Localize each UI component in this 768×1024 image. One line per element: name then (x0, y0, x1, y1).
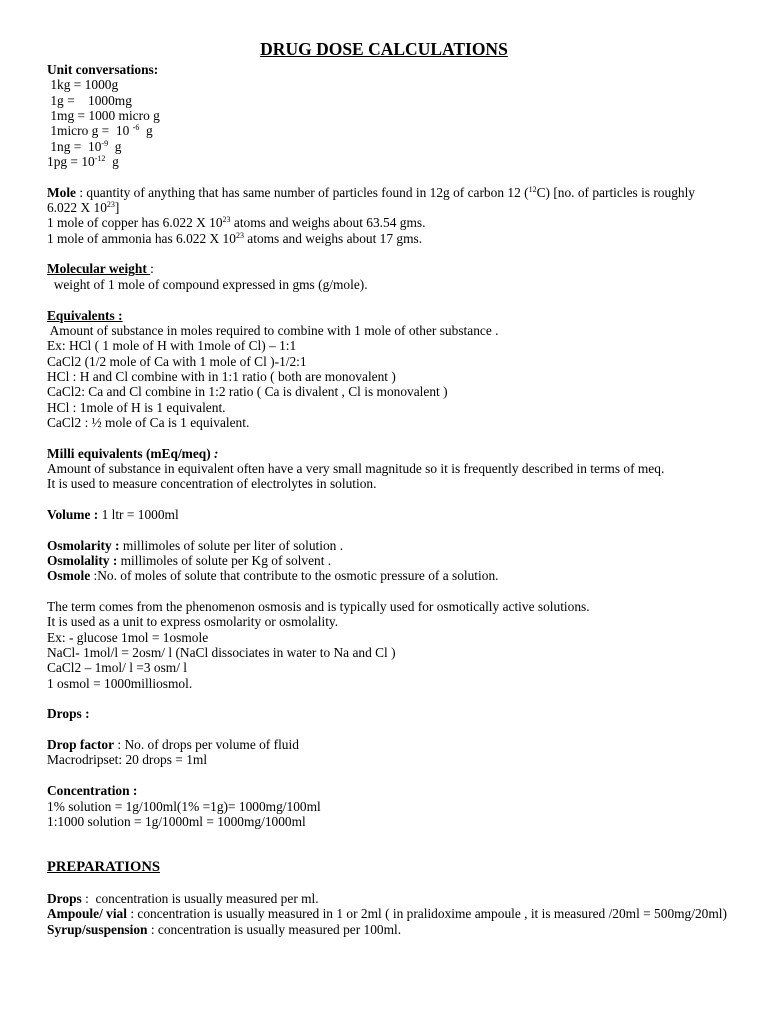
document-body (47, 0, 727, 937)
equivalents-line: CaCl2 : ½ mole of Ca is 1 equivalent. (47, 414, 250, 430)
equivalents-line: Ex: HCl ( 1 mole of H with 1mole of Cl) – 1:1 (47, 338, 297, 354)
concentration-line: 1% solution = 1g/100ml(1% =1g)= 1000mg/100ml (47, 798, 321, 814)
preparation-item: Drops : concentration is usually measured per ml. (47, 890, 319, 906)
concentration-section (47, 783, 727, 829)
unit-line: 1mg = 1000 micro g (47, 108, 160, 124)
drop-factor-line: Drop factor : No. of drops per volume of fluid (47, 737, 299, 753)
milli-equivalents-line: It is used to measure concentration of electrolytes in solution. (47, 476, 377, 492)
preparations-heading: PREPARATIONS (47, 858, 160, 875)
osmole-note: NaCl- 1mol/l = 2osm/ l (NaCl dissociates in water to Na and Cl ) (47, 645, 396, 661)
drop-factor-section (47, 737, 727, 768)
molecular-weight-definition: weight of 1 mole of compound expressed in gms (g/mole). (47, 276, 368, 292)
osmole-note: The term comes from the phenomenon osmosis and is typically used for osmotically active solutions. (47, 599, 590, 615)
equivalents-line: CaCl2: Ca and Cl combine in 1:2 ratio ( Ca is divalent , Cl is monovalent ) (47, 384, 448, 400)
molecular-weight-section (47, 261, 727, 292)
milli-equivalents-line: Amount of substance in equivalent often have a very small magnitude so it is frequently described in terms of meq. (47, 460, 665, 476)
equivalents-line: Amount of substance in moles required to combine with 1 mole of other substance . (47, 322, 499, 338)
equivalents-line: HCl : H and Cl combine with in 1:1 ratio ( both are monovalent ) (47, 368, 396, 384)
equivalents-line: HCl : 1mole of H is 1 equivalent. (47, 399, 226, 415)
molecular-weight-heading: Molecular weight : (47, 261, 154, 277)
osmolality-line: Osmolality : millimoles of solute per Kg of solvent . (47, 553, 332, 568)
osmole-note: CaCl2 – 1mol/ l =3 osm/ l (47, 660, 187, 676)
unit-conversions-section (47, 62, 727, 169)
equivalents-heading: Equivalents : (47, 307, 123, 323)
osmo-section (47, 538, 727, 584)
milli-equivalents-heading: Milli equivalents (mEq/meq) : (47, 445, 219, 461)
osmole-note: Ex: - glucose 1mol = 1osmole (47, 629, 209, 645)
drops-heading: Drops : (47, 706, 90, 722)
equivalents-section (47, 308, 727, 431)
mole-definition: Mole : quantity of anything that has same number of particles found in 12g of carbon 12 ($^{12}$C) [no. of particles is roughly 6.022 X $10^{23}$] (47, 184, 696, 216)
volume-line: Volume : 1 ltr = 1000ml (47, 506, 179, 522)
osmole-note: It is used as a unit to express osmolarity or osmolality. (47, 614, 339, 630)
concentration-line: 1:1000 solution = 1g/1000ml = 1000mg/1000ml (47, 813, 306, 829)
osmole-notes (47, 599, 727, 691)
unit-conversions-heading: Unit conversations: (47, 62, 159, 77)
milli-equivalents-section (47, 446, 727, 492)
mole-example-ammonia: 1 mole of ammonia has 6.022 X $10^{23}$ atoms and weighs about 17 gms. (47, 230, 423, 246)
mole-section (47, 185, 727, 246)
mole-example-copper: 1 mole of copper has 6.022 X $10^{23}$ atoms and weighs about 63.54 gms. (47, 215, 426, 231)
concentration-heading: Concentration : (47, 783, 138, 799)
unit-line: $1ng = 10^{-9}$ g (47, 138, 122, 154)
preparation-item: Ampoule/ vial : concentration is usually measured in 1 or 2ml ( in pralidoxime ampoule , it is measured /20ml = 500mg/20ml) (47, 906, 727, 922)
osmole-note: 1 osmol = 1000milliosmol. (47, 675, 193, 691)
unit-line: 1g = 1000mg (47, 92, 132, 108)
preparation-item: Syrup/suspension : concentration is usually measured per 100ml. (47, 921, 402, 937)
page-title: DRUG DOSE CALCULATIONS (260, 39, 508, 59)
equivalents-line: CaCl2 (1/2 mole of Ca with 1 mole of Cl )-1/2:1 (47, 353, 307, 369)
osmolarity-line: Osmolarity : millimoles of solute per liter of solution . (47, 537, 344, 553)
osmole-line: Osmole :No. of moles of solute that contribute to the osmotic pressure of a solution. (47, 568, 499, 584)
unit-line: $1pg = 10^{-12}$ g (47, 154, 119, 170)
unit-line: 1kg = 1000g (47, 77, 119, 93)
unit-line: 1micro g = 10 $^{-6}$ g (47, 123, 153, 139)
preparations-section (47, 860, 727, 937)
macrodripset-line: Macrodripset: 20 drops = 1ml (47, 752, 208, 768)
